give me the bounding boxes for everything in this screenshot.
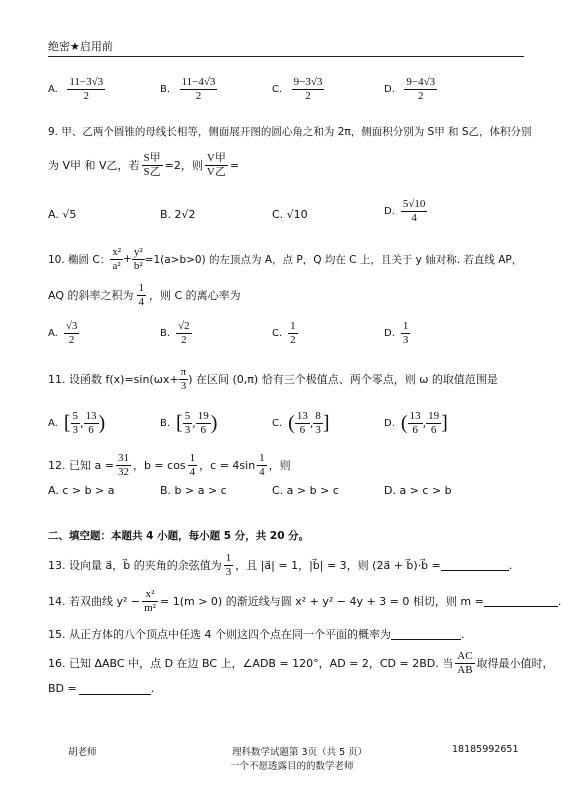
period: . [460,627,465,641]
q16-text-a: 16. 已知 ΔABC 中，点 D 在边 BC 上，∠ADB = 120°，AD = 2，CD = 2BD. 当 [48,657,454,671]
fraction-denominator: 3 [225,565,232,578]
option-denominator: 3 [402,333,409,346]
option-label: C. [272,327,283,339]
option-denominator: 2 [83,89,90,102]
q16-stem-line1 [48,650,554,676]
q14-text-b: = 1(m > 0) 的渐近线与圆 x² + y² − 4y + 3 = 0 相切，则 m = [159,595,484,609]
fraction-denominator: 32 [117,465,129,478]
option-label: B. [160,417,171,429]
interval-upper-numerator: 19 [197,410,209,422]
q11-stem [48,366,498,392]
left-bracket: [ [63,411,71,434]
fraction-numerator: π [180,366,187,378]
q10-text-d: ，则 C 的离心率为 [149,289,241,303]
option-label: A. [48,84,58,96]
option-numerator: 11−3√3 [69,76,104,88]
option-denominator: 2 [195,89,202,102]
fraction-numerator: 1 [225,552,232,564]
fraction-denominator: a² [112,259,121,272]
interval-upper-numerator: 8 [315,410,321,422]
option-label: D. [384,84,395,96]
fraction-denominator: m² [144,601,156,614]
q10-text-a: 10. 椭圆 C： [48,253,111,266]
answer-blank[interactable] [484,595,558,607]
right-bracket: ] [441,411,448,434]
fraction-numerator: V甲 [206,152,226,164]
q10-text-b: =1(a>b>0) 的左顶点为 A，点 P，Q 均在 C 上，且关于 y 轴对称. 若直线 AP， [144,253,523,266]
header-rule [48,56,524,57]
q14-stem [48,588,561,614]
q9-option-a: A. √5 [48,208,77,221]
option-numerator: 9−3√3 [293,76,323,88]
fraction-numerator: x² [142,588,158,602]
left-bracket: ( [400,411,408,434]
option-label: B. [160,84,171,96]
q10-text-c: AQ 的斜率之积为 [48,289,134,303]
option-label: D. [384,417,395,429]
footer-subtitle: 一个不愿透露目的的数学老师 [230,761,354,772]
q10-option-c [272,320,298,346]
interval-lower-denominator: 3 [184,423,191,436]
option-label: C. [272,417,283,429]
option-denominator: 2 [418,89,424,102]
interval-lower-numerator: 13 [409,410,421,422]
left-bracket: [ [176,411,183,434]
q9-text-c: = [229,158,240,172]
fraction-denominator: 4 [189,465,196,478]
fraction-denominator: AB [457,663,473,676]
right-bracket: ) [210,411,218,434]
fraction-denominator: 4 [138,295,144,308]
q8-option-c [272,76,324,102]
q10-option-b [160,320,192,346]
option-denominator: 2 [290,333,296,346]
fraction-denominator: b² [133,259,143,272]
q16-stem-line2 [48,682,154,695]
q13-stem [48,552,512,578]
option-denominator: 2 [305,89,311,102]
q15-text-a: 15. 从正方体的八个顶点中任选 4 个则这四个点在同一个平面的概率为 [48,628,391,641]
q9-option-c: C. √10 [272,208,308,221]
fraction-denominator: 3 [180,379,187,392]
q11-option-a: A. [ $\frac{5}{3}$ , $\frac{13}{6}$ ) [48,410,106,436]
q9-text-b: =2，则 [164,159,203,173]
option-label: A. [48,417,58,429]
period: . [508,558,513,572]
right-bracket: ] [322,411,330,434]
q15-stem [48,626,464,642]
footer-right: 18185992651 [452,744,519,755]
option-numerator: 1 [402,320,409,332]
q12-option-b: B. b > a > c [160,484,227,497]
option-denominator: 2 [68,333,75,346]
option-denominator: 4 [411,211,417,224]
q11-option-b: B. [ $\frac{5}{3}$ , $\frac{19}{6}$ ) [160,410,218,436]
fraction-numerator: 31 [117,452,129,464]
q10-stem-line1 [48,246,522,272]
period: . [557,594,562,608]
q9-stem-line1: 9. 甲、乙两个圆锥的母线长相等，侧面展开图的圆心角之和为 2π，侧面积分别为 S甲 和 S乙，体积分别 [48,126,532,138]
option-label: D. [384,205,395,217]
q9-option-b: B. 2√2 [160,208,196,221]
answer-blank[interactable] [391,628,461,640]
q10-option-d [384,320,410,346]
option-numerator: √2 [178,320,190,332]
interval-upper-denominator: 3 [315,423,321,436]
q12-text-a: 12. 已知 a = [48,459,114,473]
q8-option-a [48,76,105,102]
q16-text-line2: BD = [48,682,77,695]
fraction-numerator: 1 [138,282,144,294]
footer-left: 胡老师 [68,747,97,758]
right-bracket: ) [98,411,106,434]
q12-text-b: ，b = cos [132,459,186,473]
option-numerator: 9−4√3 [406,76,436,88]
option-numerator: 5√10 [402,198,426,210]
option-label: C. [272,84,283,96]
fraction-numerator: 1 [189,452,196,464]
left-bracket: ( [288,411,295,434]
interval-upper-numerator: 13 [85,410,97,422]
option-denominator: 2 [181,333,187,346]
fraction-numerator: y² [133,246,143,258]
header-title: 绝密★启用前 [48,40,113,53]
interval-lower-denominator: 6 [412,423,418,436]
fraction-denominator: 4 [259,465,265,478]
answer-blank[interactable] [79,683,151,695]
interval-upper-denominator: 6 [430,423,437,436]
option-label: B. [160,327,171,339]
q12-text-c: ，c = 4sin [199,459,256,473]
fraction-numerator: AC [457,650,473,662]
footer-center: 理科数学试题第 3页（共 5 页） [232,747,368,758]
q11-option-d: D. ( $\frac{13}{6}$ , $\frac{19}{6}$ ] [384,410,448,436]
q13-text-b: ，且 |a⃗| = 1，|b⃗| = 3，则 (2a⃗ + b⃗)·b⃗ = [235,559,441,573]
q9-text-a: 为 V甲 和 V乙，若 [48,159,140,173]
q16-text-b: 取得最小值时， [476,657,554,671]
q12-text-d: ，则 [268,459,291,473]
period: . [150,682,155,695]
option-numerator: 1 [290,320,296,332]
q13-text-a: 13. 设向量 a⃗，b⃗ 的夹角的余弦值为 [48,559,222,573]
q9-stem-line2 [48,152,239,178]
plus-sign: + [123,253,132,266]
interval-upper-numerator: 19 [428,410,440,422]
option-numerator: √3 [65,320,78,332]
q12-option-a: A. c > b > a [48,484,115,497]
q8-option-b [160,76,217,102]
fraction-numerator: 1 [259,452,265,464]
fraction-denominator: V乙 [206,165,226,178]
q12-option-c: C. a > b > c [272,484,339,497]
q11-option-c: C. ( $\frac{13}{6}$ , $\frac{8}{3}$ ] [272,410,330,436]
q14-text-a: 14. 若双曲线 y² − [48,595,141,609]
q10-option-a [48,320,79,346]
interval-upper-denominator: 6 [200,423,206,436]
fraction-numerator: x² [112,246,122,258]
interval-lower-numerator: 13 [296,410,308,422]
option-label: A. [48,327,58,339]
q12-option-d: D. a > c > b [384,484,452,497]
q11-text-b: ) 在区间 (0,π) 恰有三个极值点、两个零点，则 ω 的取值范围是 [188,373,498,387]
q10-stem-line2 [48,282,241,308]
interval-upper-denominator: 6 [88,423,94,436]
q9-option-d [384,198,427,224]
interval-lower-denominator: 6 [299,423,306,436]
option-label: D. [384,327,395,339]
option-numerator: 11−4√3 [181,76,216,88]
answer-blank[interactable] [441,559,509,571]
interval-lower-denominator: 3 [72,423,79,436]
q12-stem [48,452,291,478]
interval-lower-numerator: 5 [72,410,79,422]
fraction-numerator: S甲 [143,152,161,164]
q11-text-a: 11. 设函数 f(x)=sin(ωx+ [48,373,179,387]
interval-lower-numerator: 5 [184,410,191,422]
q8-option-d [384,76,437,102]
section-heading: 二、填空题：本题共 4 小题，每小题 5 分，共 20 分。 [48,530,310,542]
fraction-denominator: S乙 [143,165,161,178]
